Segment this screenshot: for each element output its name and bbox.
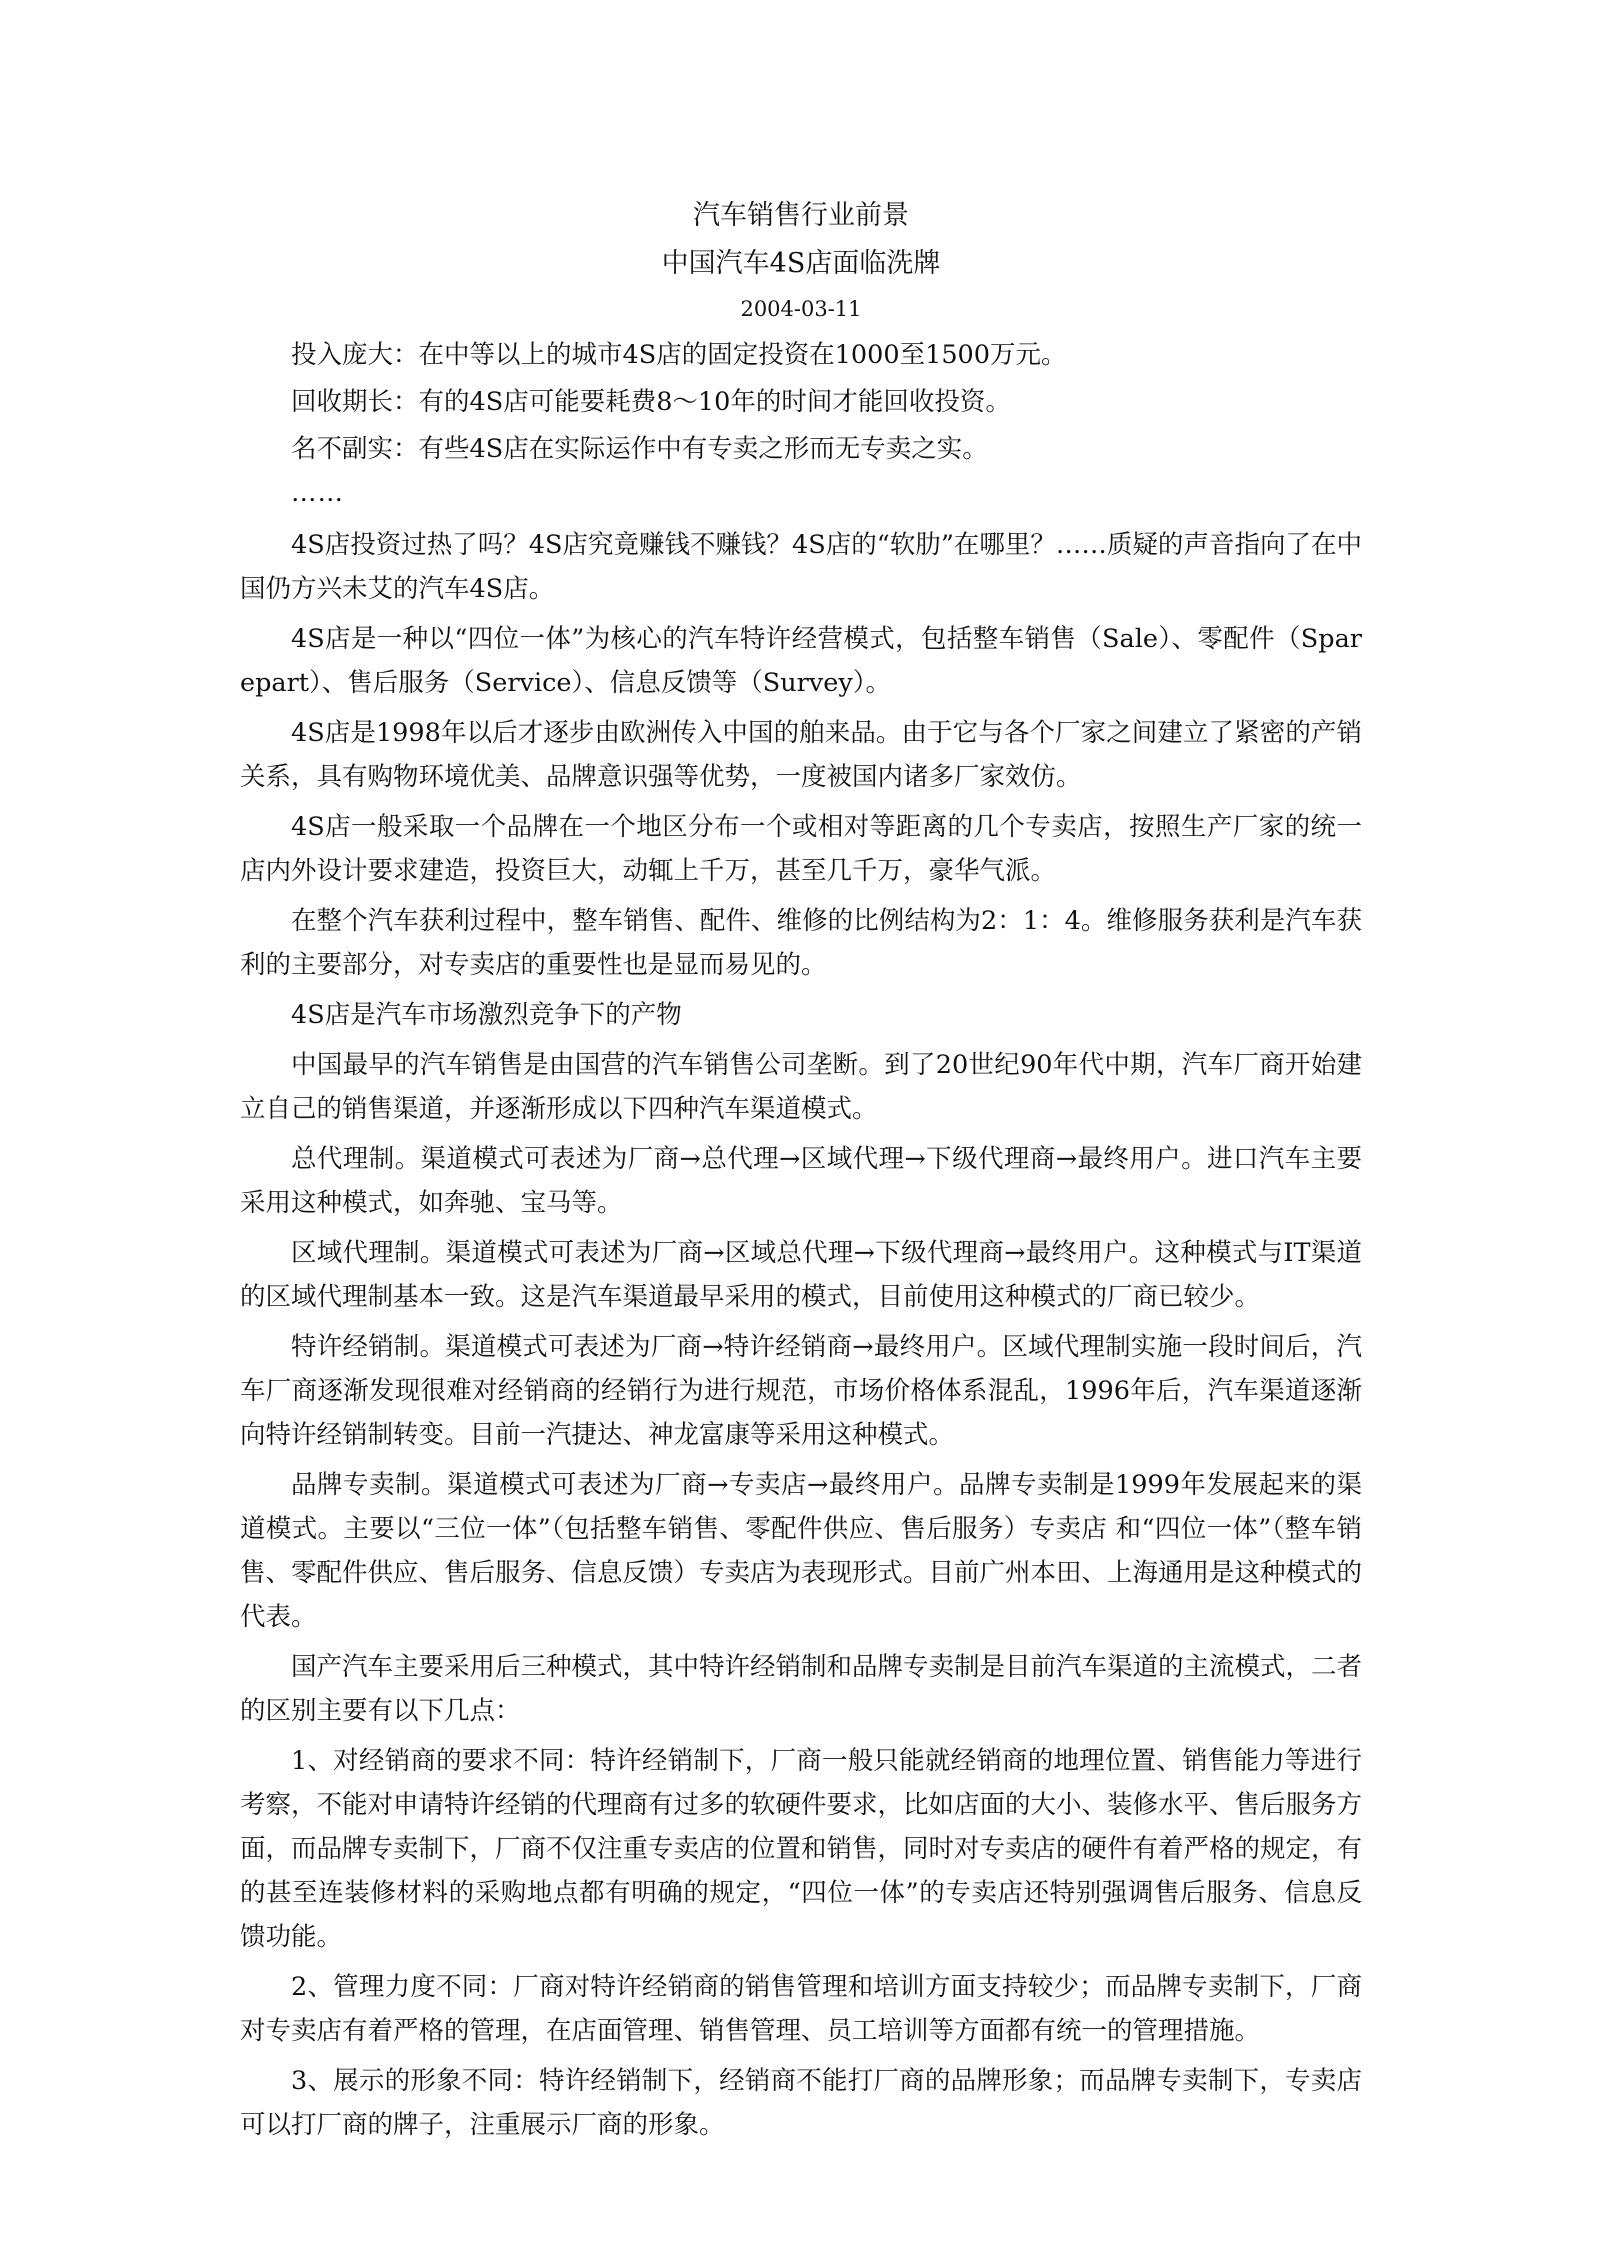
summary-line: 投入庞大：在中等以上的城市4S店的固定投资在1000至1500万元。 xyxy=(291,340,1067,370)
paragraph: 国产汽车主要采用后三种模式，其中特许经销制和品牌专卖制是目前汽车渠道的主流模式，二者的区别主要有以下几点： xyxy=(240,1652,1363,1726)
paragraph: 区域代理制。渠道模式可表述为厂商→区域总代理→下级代理商→最终用户。这种模式与IT渠道的区域代理制基本一致。这是汽车渠道最早采用的模式，目前使用这种模式的厂商已较少。 xyxy=(240,1238,1362,1312)
paragraph: 中国最早的汽车销售是由国营的汽车销售公司垄断。到了20世纪90年代中期，汽车厂商开始建立自己的销售渠道，并逐渐形成以下四种汽车渠道模式。 xyxy=(240,1050,1362,1124)
document-body xyxy=(240,332,1362,2147)
document-title: 汽车销售行业前景 xyxy=(693,200,909,231)
paragraph: 4S店一般采取一个品牌在一个地区分布一个或相对等距离的几个专卖店，按照生产厂家的统一店内外设计要求建造，投资巨大，动辄上千万，甚至几千万，豪华气派。 xyxy=(240,812,1362,886)
document-header xyxy=(240,192,1362,330)
section-heading: 4S店是汽车市场激烈竞争下的产物 xyxy=(291,1000,682,1030)
summary-ellipsis: …… xyxy=(291,478,344,508)
paragraph: 3、展示的形象不同：特许经销制下，经销商不能打厂商的品牌形象；而品牌专卖制下，专卖店可以打厂商的牌子，注重展示厂商的形象。 xyxy=(240,2066,1362,2140)
document-page xyxy=(240,192,1362,2153)
paragraph: 2、管理力度不同：厂商对特许经销商的销售管理和培训方面支持较少；而品牌专卖制下，厂商对专卖店有着严格的管理，在店面管理、销售管理、员工培训等方面都有统一的管理措施。 xyxy=(240,1972,1362,2046)
paragraph: 1、对经销商的要求不同：特许经销制下，厂商一般只能就经销商的地理位置、销售能力等进行考察，不能对申请特许经销的代理商有过多的软硬件要求，比如店面的大小、装修水平、售后服务方面，而品牌专卖制下，厂商不仅注重专卖店的位置和销售，同时对专卖店的硬件有着严格的规定，有的甚至连装修材料的采购地点都有明确的规定，“四位一体”的专卖店还特别强调售后服务、信息反馈功能。 xyxy=(240,1746,1363,1952)
summary-line: 回收期长：有的4S店可能要耗费8～10年的时间才能回收投资。 xyxy=(291,387,1011,417)
paragraph: 4S店是1998年以后才逐步由欧洲传入中国的舶来品。由于它与各个厂家之间建立了紧密的产销关系，具有购物环境优美、品牌意识强等优势，一度被国内诸多厂家效仿。 xyxy=(240,718,1362,792)
paragraph: 4S店投资过热了吗？4S店究竟赚钱不赚钱？4S店的“软肋”在哪里？……质疑的声音指向了在中国仍方兴未艾的汽车4S店。 xyxy=(240,530,1362,604)
paragraph: 4S店是一种以“四位一体”为核心的汽车特许经营模式，包括整车销售（Sale）、零配件（Sparepart）、售后服务（Service）、信息反馈等（Survey）。 xyxy=(240,624,1362,698)
paragraph: 品牌专卖制。渠道模式可表述为厂商→专卖店→最终用户。品牌专卖制是1999年发展起来的渠道模式。主要以“三位一体”（包括整车销售、零配件供应、售后服务）专卖店 和“四位一体”（整车销售、零配件供应、售后服务、信息反馈）专卖店为表现形式。目前广州本田、上海通用是这种模式的代表。 xyxy=(240,1470,1363,1632)
document-date: 2004-03-11 xyxy=(740,297,862,321)
paragraph: 特许经销制。渠道模式可表述为厂商→特许经销商→最终用户。区域代理制实施一段时间后，汽车厂商逐渐发现很难对经销商的经销行为进行规范，市场价格体系混乱，1996年后，汽车渠道逐渐向特许经销制转变。目前一汽捷达、神龙富康等采用这种模式。 xyxy=(240,1332,1362,1450)
summary-line: 名不副实：有些4S店在实际运作中有专卖之形而无专卖之实。 xyxy=(291,434,988,464)
paragraph: 在整个汽车获利过程中，整车销售、配件、维修的比例结构为2：1：4。维修服务获利是汽车获利的主要部分，对专卖店的重要性也是显而易见的。 xyxy=(240,906,1362,980)
paragraph: 总代理制。渠道模式可表述为厂商→总代理→区域代理→下级代理商→最终用户。进口汽车主要采用这种模式，如奔驰、宝马等。 xyxy=(240,1144,1362,1218)
document-subtitle: 中国汽车4S店面临洗牌 xyxy=(661,248,941,279)
